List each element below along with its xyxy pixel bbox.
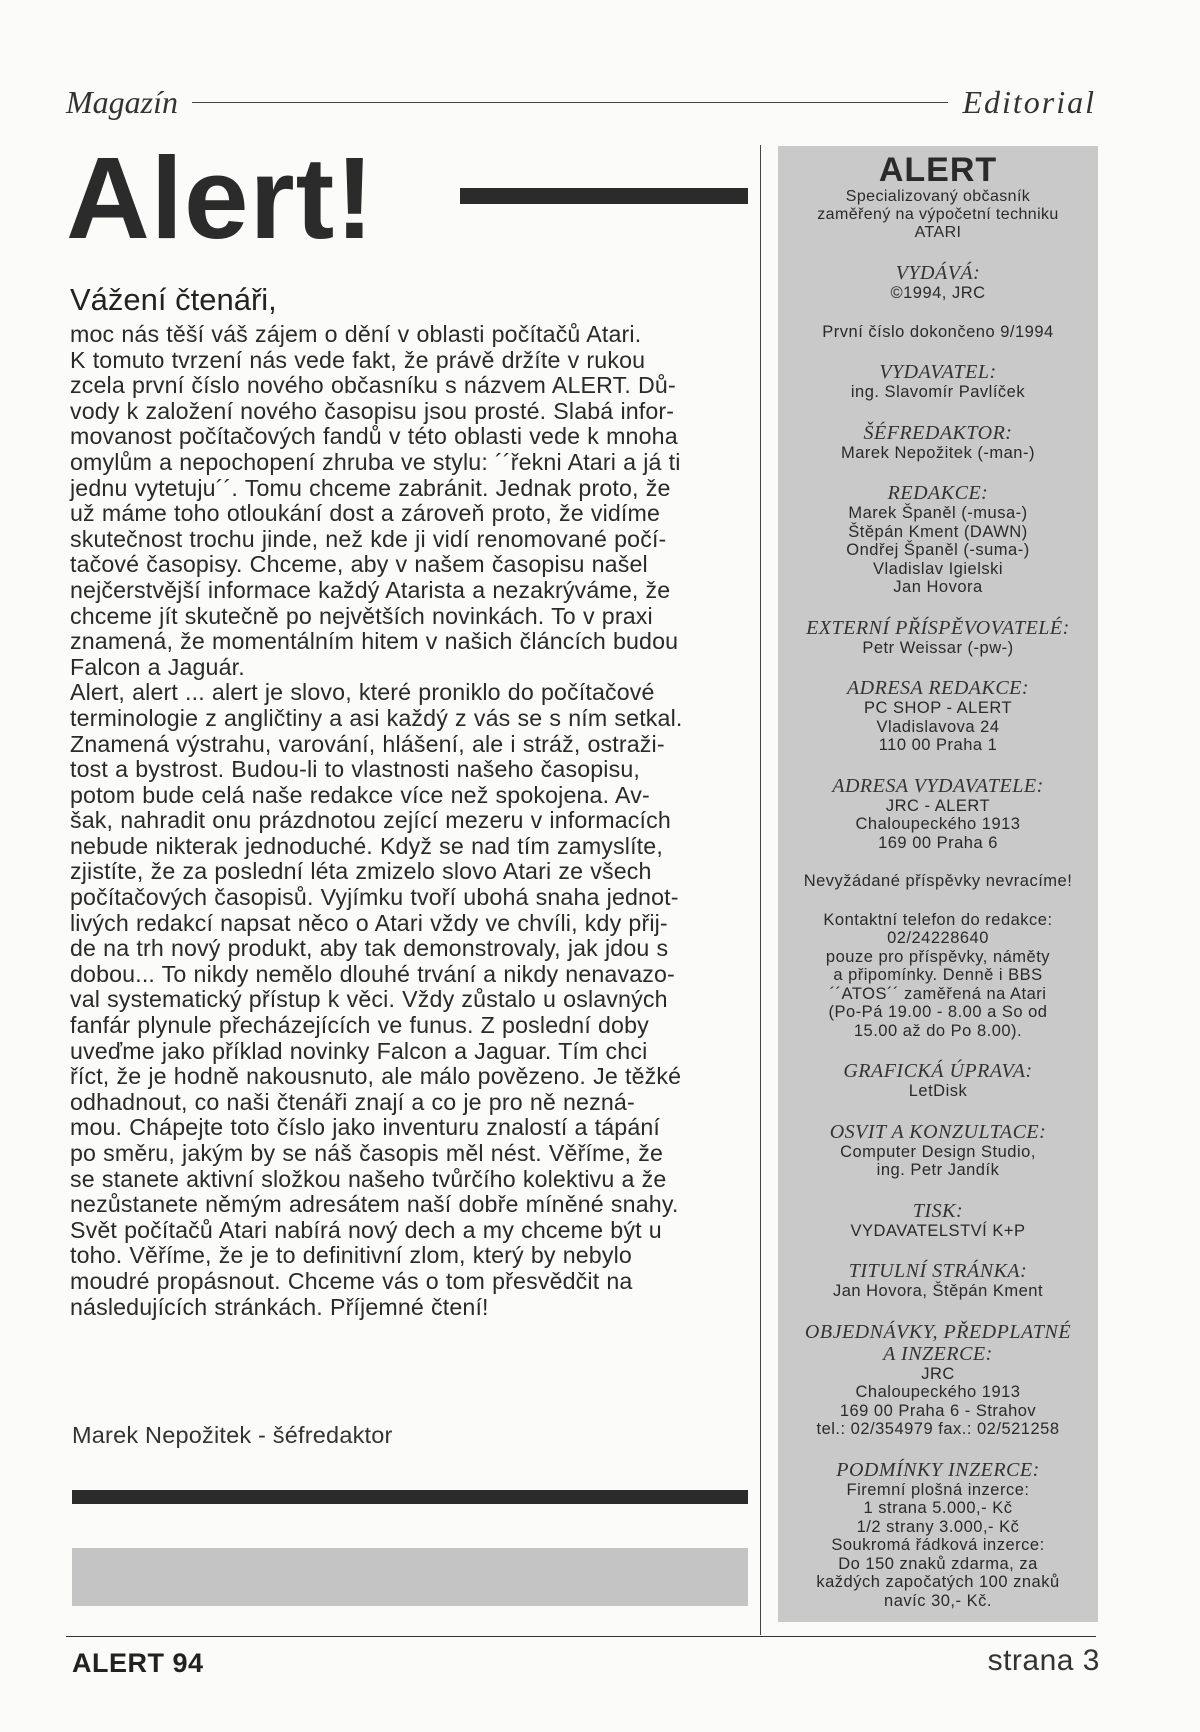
masthead-block [778,775,1098,853]
masthead-sidebar [778,146,1098,1622]
masthead-block [778,1200,1098,1241]
masthead-block-line: tel.: 02/354979 fax.: 02/521258 [816,1420,1060,1438]
article-line: vody k založení nového časopisu jsou prosté. Slabá infor- [70,397,675,424]
bottom-gray-box [72,1548,748,1606]
masthead-block-heading: ADRESA REDAKCE: [846,677,1030,699]
masthead-block-line: Štěpán Kment (DAWN) [848,522,1028,541]
editorial-article [70,282,750,1320]
masthead-block-line: navíc 30,- Kč. [884,1591,992,1610]
article-line: znamená, že momentálním hitem v našich článcích budou [70,628,679,655]
article-line: následujících stránkách. Příjemné čtení! [70,1293,489,1320]
masthead-blocks [778,262,1098,1610]
masthead-block-line: 169 00 Praha 6 [878,833,998,852]
masthead-block-line: ´´ATOS´´ zaměřená na Atari [829,984,1047,1003]
article-line: fanfár plynule přecházejících ve funus. Z poslední doby [70,1012,649,1039]
masthead-block-line: LetDisk [908,1082,968,1100]
masthead-subtitle-line: zaměřený na výpočetní techniku [817,206,1059,223]
masthead-block-line: Do 150 znaků zdarma, za [838,1554,1038,1573]
masthead-block-line: každých započatých 100 znaků [816,1573,1060,1591]
masthead-title: ALERT [878,151,998,189]
masthead-block-line: ©1994, JRC [890,284,986,302]
header-rule [66,102,1096,103]
issue-label: ALERT 94 [72,1648,204,1678]
masthead-block-line: Vladislav Igielski [872,559,1004,578]
masthead-block-line: Computer Design Studio, [840,1142,1036,1161]
masthead-block-line: Ondřej Španěl (-suma-) [846,541,1030,559]
masthead-block [778,1260,1098,1301]
masthead-block [778,911,1098,1041]
article-line: de na trh nový produkt, aby tak demonstrovaly, jak jdou s [70,935,669,962]
masthead-block-line: (Po-Pá 19.00 - 8.00 a So od [828,1003,1048,1021]
bottom-bar [72,1490,748,1504]
article-line: zjistíte, že za poslední léta zmizelo slovo Atari ze všech [70,858,652,885]
article-line: skutečnost trochu jinde, než kde ji vidí renomované počí- [70,525,667,552]
masthead-subtitle-line: Specializovaný občasník [845,188,1031,205]
article-line: po směru, jakým by se náš časopis měl nést. Věříme, že [70,1140,664,1166]
masthead-block-line: Chaloupeckého 1913 [855,1383,1021,1401]
masthead-block-heading: TITULNÍ STRÁNKA: [848,1260,1028,1282]
masthead-block-line: 110 00 Praha 1 [878,736,998,754]
masthead-block-line: První číslo dokončeno 9/1994 [822,322,1054,341]
masthead-block-line: Marek Španěl (-musa-) [848,504,1028,522]
masthead-block-line: Marek Nepožitek (-man-) [841,443,1035,462]
masthead-block [778,422,1098,463]
masthead-block [778,1060,1098,1101]
masthead-block-line: ing. Petr Jandík [876,1161,1000,1179]
masthead-block-line: 169 00 Praha 6 - Strahov [839,1401,1037,1420]
masthead-block-line: Nevyžádané příspěvky nevracíme! [803,872,1073,890]
masthead-block [778,361,1098,402]
section-label: Magazín [66,80,192,124]
masthead-block [778,617,1098,658]
article-line: nezůstanete němým adresátem naší dobře míněné snahy. [70,1191,679,1218]
masthead-block-line: VYDAVATELSTVÍ K+P [850,1221,1026,1240]
masthead-block-line: ing. Slavomír Pavlíček [850,383,1026,401]
category-label: Editorial [948,80,1096,124]
masthead-block-heading: OBJEDNÁVKY, PŘEDPLATNÉ [804,1320,1072,1343]
article-line: nebude nikterak jednoduché. Když se nad tím zamyslíte, [70,832,663,859]
article-line: Svět počítačů Atari nabírá nový dech a my chceme být u [70,1216,662,1243]
article-line: se stanete aktivní složkou našeho tvůrčího kolektivu a že [70,1165,667,1192]
article-line: moc nás těší váš zájem o dění v oblasti počítačů Atari. [70,321,642,347]
masthead-block-line: a připomínky. Denně i BBS [833,966,1043,984]
masthead-subtitle-line: ATARI [914,224,962,241]
article-line: už máme toho otloukání dost a zároveň proto, že vidíme [70,500,661,527]
article-line: zcela první číslo nového občasníku s názvem ALERT. Dů- [70,372,676,399]
masthead-block-line: 15.00 až do Po 8.00). [853,1021,1023,1040]
article-line: uveďme jako příklad novinky Falcon a Jaguar. Tím chci [70,1037,648,1064]
running-header [66,80,1096,130]
masthead-block-line: 02/24228640 [887,929,989,947]
masthead-block-line: Kontaktní telefon do redakce: [823,910,1053,929]
masthead-block-line: Firemní plošná inzerce: [846,1480,1030,1499]
masthead-block [778,872,1098,891]
article-line: tačové časopisy. Chceme, aby v našem časopisu našel [70,551,648,578]
masthead-subtitle [778,188,1098,242]
masthead-block-heading: ADRESA VYDAVATELE: [832,774,1044,797]
article-line: toho. Věříme, že je to definitivní zlom, který by nebylo [70,1242,632,1269]
masthead-block [778,1121,1098,1180]
masthead-block-heading: GRAFICKÁ ÚPRAVA: [843,1060,1033,1082]
masthead-block-line: JRC [921,1364,955,1383]
masthead-block-heading: A INZERCE: [883,1342,993,1365]
article-line: dobou... To nikdy nemělo dlouhé trvání a nikdy nenavazo- [70,960,675,987]
masthead-block-line: pouze pro příspěvky, náměty [825,947,1051,966]
footer-rule [66,1636,1096,1637]
article-line: livých redakcí napsat něco o Atari vždy ve chvíli, kdy přij- [70,909,668,936]
article-line: říct, že je hodně nakousnuto, ale málo povězeno. Je těžké [70,1063,682,1090]
masthead-block-heading: REDAKCE: [887,482,989,504]
column-divider [760,145,761,1635]
article-line: Falcon a Jaguár. [70,653,245,680]
page-number: strana 3 [987,1644,1100,1677]
article-line: tost a bystrost. Budou-li to vlastnosti našeho časopisu, [70,756,640,783]
article-line: počítačových časopisů. Vyjímku tvoří ubohá snaha jednot- [70,884,679,911]
masthead-block-heading: EXTERNÍ PŘÍSPĚVOVATELÉ: [806,616,1070,639]
masthead-block-line: Jan Hovora, Štěpán Kment [832,1282,1044,1300]
article-line: šak, nahradit onu prázdnotou zející mezeru v informacích [70,807,671,834]
masthead-block-line: Jan Hovora [893,578,983,596]
masthead-block-line: 1/2 strany 3.000,- Kč [856,1517,1020,1536]
masthead-block [778,323,1098,342]
article-line: chceme jít skutečně po největších novinkách. To v praxi [70,602,653,629]
masthead-block [778,262,1098,303]
masthead-block [778,482,1098,597]
article-line: jednu vytetuju´´. Tomu chceme zabránit. Jednak proto, že [70,474,671,501]
masthead-block-line: PC SHOP - ALERT [863,699,1013,717]
article-line: K tomuto tvrzení nás vede fakt, že právě držíte v rukou [70,346,646,373]
article-line: movanost počítačových fandů v této oblasti vede k mnoha [70,423,678,450]
masthead-block-heading: TISK: [912,1199,964,1222]
masthead-block-heading: OSVIT A KONZULTACE: [829,1120,1047,1143]
masthead-block-line: 1 strana 5.000,- Kč [863,1499,1013,1517]
masthead-block-heading: ŠÉFREDAKTOR: [863,421,1013,444]
article-line: omylům a nepochopení zhruba ve stylu: ´´řekni Atari a já ti [70,448,681,475]
masthead-block [778,1321,1098,1439]
article-line: mou. Chápejte toto číslo jako inventuru znalostí a tápání [70,1114,661,1141]
article-line: Znamená výstrahu, varování, hlášení, ale i stráž, ostraži- [70,730,665,757]
masthead-block-line: JRC - ALERT [885,796,991,815]
article-line: potom bude celá naše redakce více než spokojena. Av- [70,781,650,808]
masthead-block-line: Soukromá řádková inzerce: [831,1536,1045,1554]
masthead-block-line: Petr Weissar (-pw-) [862,638,1014,657]
article-body [70,322,750,1320]
masthead-block-heading: VYDÁVÁ: [895,262,981,284]
article-line: moudré propásnout. Chceme vás o tom přesvědčit na [70,1267,633,1294]
article-line: terminologie z angličtiny a asi každý z vás se s ním setkal. [70,704,683,731]
article-line: nejčerstvější informace každý Atarista a nezakrýváme, že [70,576,671,603]
masthead-block [778,1459,1098,1611]
article-line: odhadnout, co naši čtenáři znají a co je pro ně nezná- [70,1088,635,1115]
masthead-block-heading: PODMÍNKY INZERCE: [836,1458,1040,1481]
masthead-block [778,677,1098,755]
article-headline: Alert! [66,133,375,263]
masthead-block-line: Chaloupeckého 1913 [855,815,1021,833]
masthead-block-heading: VYDAVATEL: [879,361,997,383]
greeting: Vážení čtenáři, [70,282,277,317]
masthead-block-line: Vladislavova 24 [876,717,1000,736]
headline-bar [460,188,748,204]
article-line: val systematický přístup k věci. Vždy zůstalo u oslavných [70,986,668,1013]
article-line: Alert, alert ... alert je slovo, které proniklo do počítačové [70,679,655,706]
signature: Marek Nepožitek - šéfredaktor [72,1422,393,1448]
